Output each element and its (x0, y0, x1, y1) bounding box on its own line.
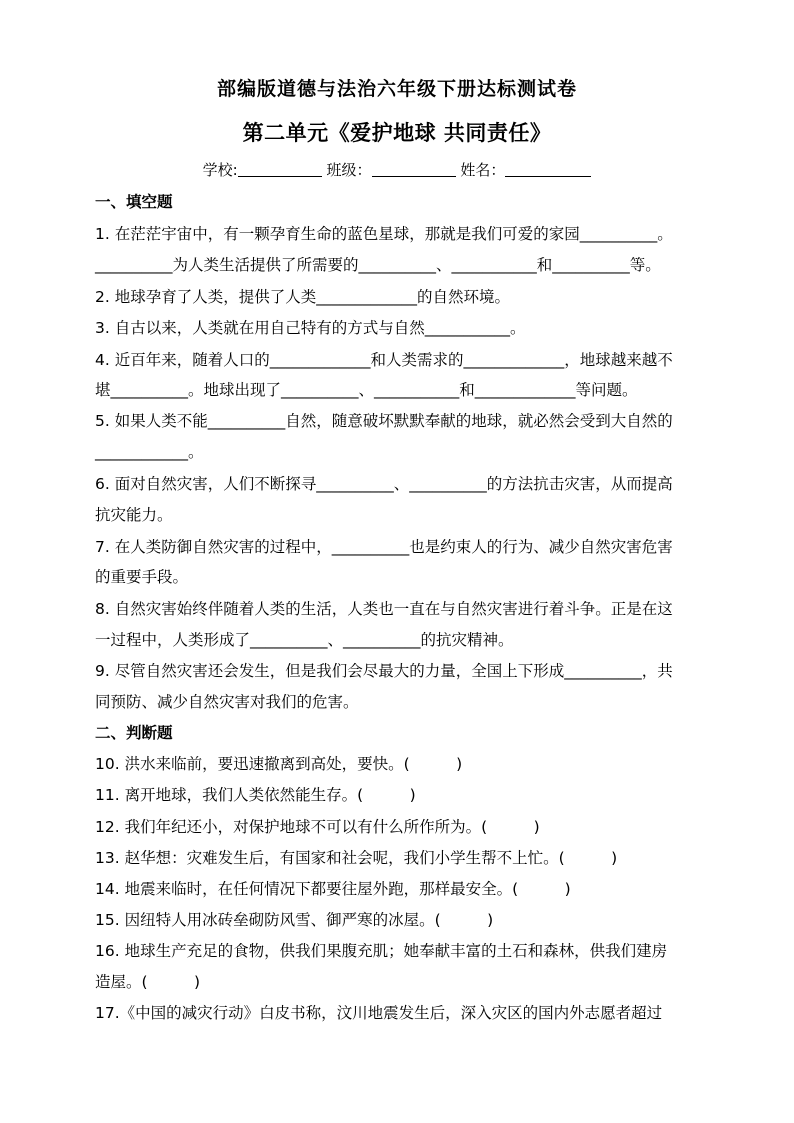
section-fill-in: 一、填空题 (95, 193, 173, 211)
question-line: 17.《中国的减灾行动》白皮书称，汶川地震发生后，深入灾区的国内外志愿者超过 (95, 1004, 663, 1022)
question-line: 2. 地球孕育了人类，提供了人类_____________的自然环境。 (95, 288, 510, 306)
school-blank[interactable] (238, 162, 322, 177)
question-line: 同预防、减少自然灾害对我们的危害。 (95, 693, 359, 711)
question-line: 10. 洪水来临前，要迅速撤离到高处，要快。( ) (95, 755, 463, 773)
question-line: 13. 赵华想：灾难发生后，有国家和社会呢，我们小学生帮不上忙。( ) (95, 849, 618, 867)
class-label: 班级： (326, 161, 372, 179)
question-line: __________为人类生活提供了所需要的__________、___________和__________等。 (95, 256, 661, 274)
question-line: 抗灾能力。 (95, 506, 173, 524)
question-line: 4. 近百年来，随着人口的_____________和人类需求的_____________，地球越来越不 (95, 351, 673, 369)
question-line: 14. 地震来临时，在任何情况下都要往屋外跑，那样最安全。( ) (95, 880, 571, 898)
question-line: 3. 自古以来，人类就在用自己特有的方式与自然___________。 (95, 319, 526, 337)
question-line: 6. 面对自然灾害，人们不断探寻__________、__________的方法抗击灾害，从而提高 (95, 475, 673, 493)
question-line: 16. 地球生产充足的食物，供我们果腹充肌；她奉献丰富的土石和森林，供我们建房 (95, 942, 668, 960)
question-line: ____________。 (95, 443, 204, 461)
question-line: 9. 尽管自然灾害还会发生，但是我们会尽最大的力量，全国上下形成__________，共 (95, 662, 673, 680)
exam-title: 部编版道德与法治六年级下册达标测试卷 (216, 78, 577, 100)
question-line: 11. 离开地球，我们人类依然能生存。( ) (95, 786, 416, 804)
question-line: 15. 因纽特人用冰砖垒砌防风雪、御严寒的冰屋。( ) (95, 911, 494, 929)
name-label: 姓名： (460, 161, 506, 179)
question-line: 1. 在茫茫宇宙中，有一颗孕育生命的蓝色星球，那就是我们可爱的家园__________。 (95, 225, 673, 243)
school-label: 学校: (202, 161, 238, 179)
question-line: 7. 在人类防御自然灾害的过程中，__________也是约束人的行为、减少自然灾害危害 (95, 538, 673, 556)
question-line: 5. 如果人类不能__________自然，随意破坏默默奉献的地球，就必然会受到大自然的 (95, 412, 673, 430)
section-true-false: 二、判断题 (95, 724, 173, 742)
question-line: 一过程中，人类形成了__________、__________的抗灾精神。 (95, 631, 514, 649)
question-line: 堪__________。地球出现了__________、___________和_____________等问题。 (95, 381, 638, 399)
question-line: 12. 我们年纪还小，对保护地球不可以有什么所作所为。( ) (95, 818, 540, 836)
name-blank[interactable] (505, 162, 591, 177)
class-blank[interactable] (372, 162, 456, 177)
question-line: 造屋。( ) (95, 973, 201, 991)
student-info (0, 159, 794, 180)
question-line: 的重要手段。 (95, 568, 189, 586)
question-line: 8. 自然灾害始终伴随着人类的生活，人类也一直在与自然灾害进行着斗争。正是在这 (95, 600, 673, 618)
unit-title: 第二单元《爱护地球 共同责任》 (242, 120, 552, 145)
